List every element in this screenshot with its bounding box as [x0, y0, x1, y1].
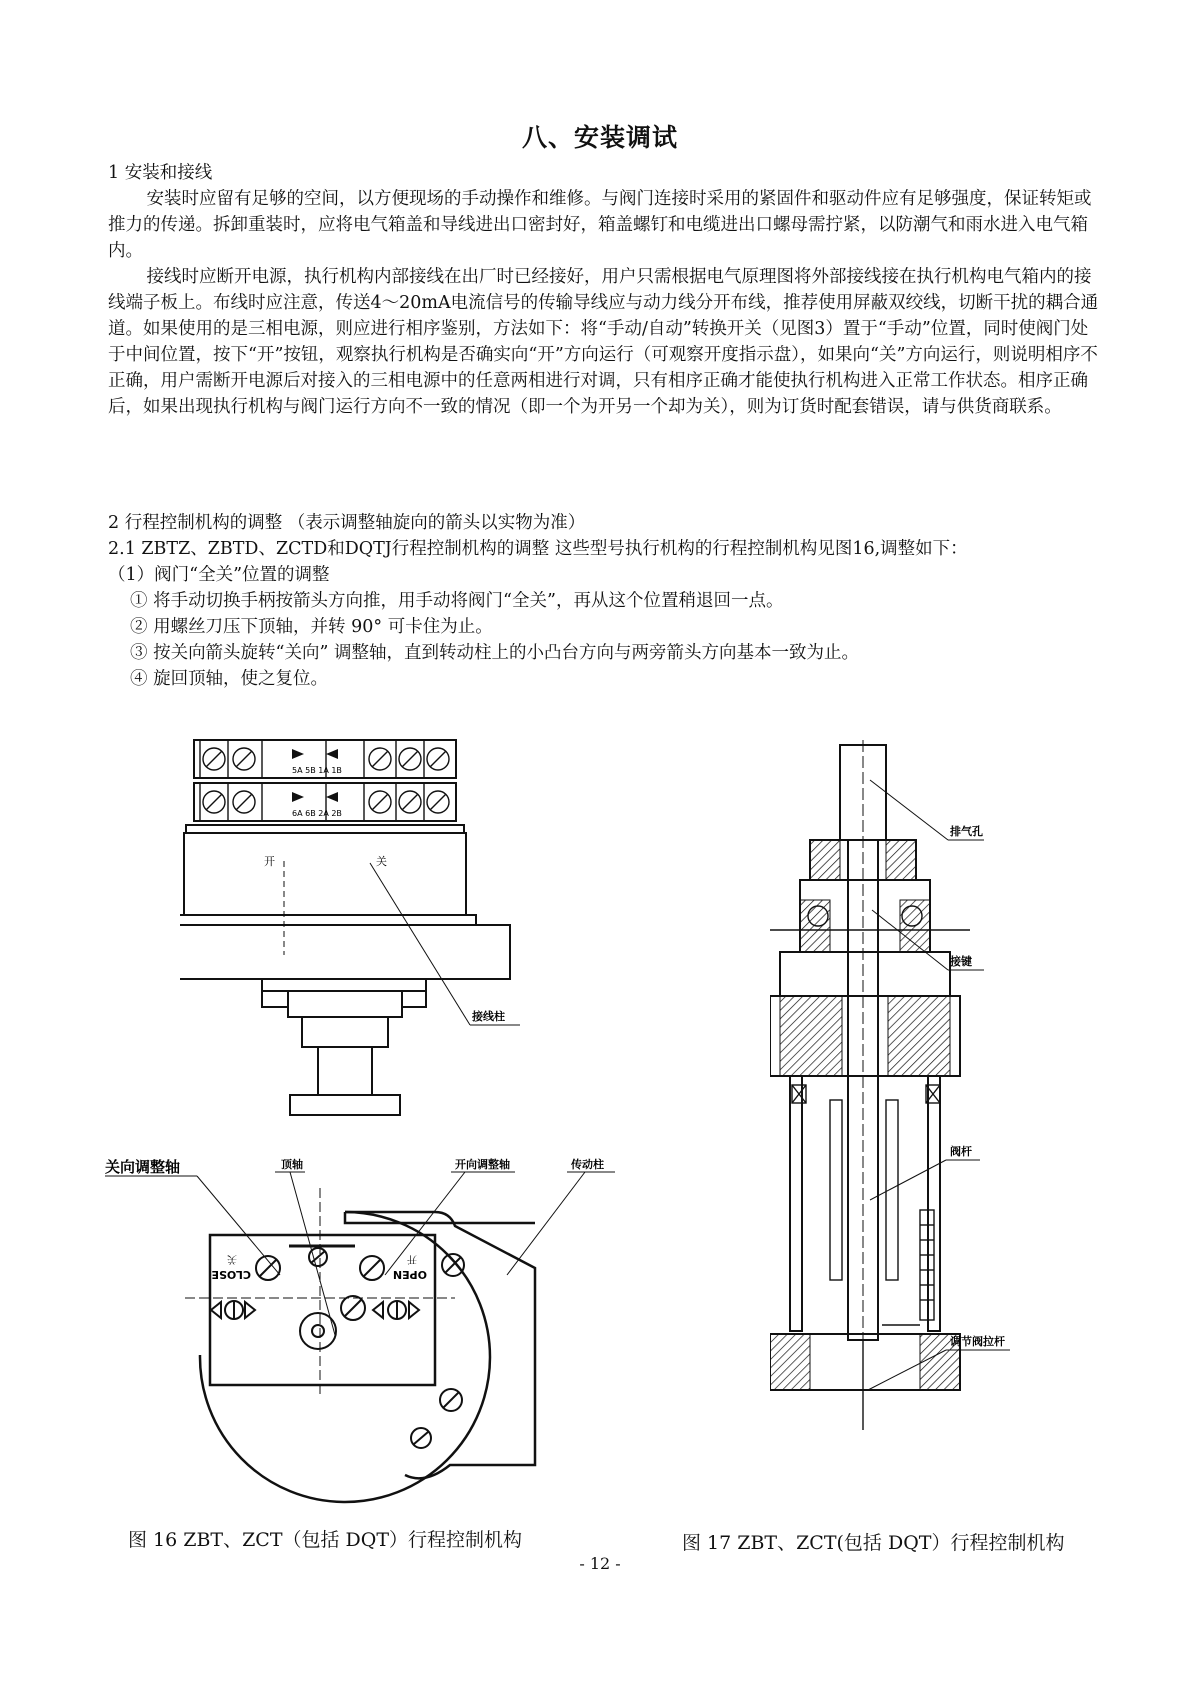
- key-label: 接键: [950, 955, 972, 968]
- section2-heading: 2 行程控制机构的调整 （表示调整轴旋向的箭头以实物为准）: [108, 513, 586, 533]
- close-mark-label: 关: [376, 855, 387, 868]
- open-dial-cn: 开: [407, 1253, 417, 1264]
- top-shaft-label: 顶轴: [281, 1158, 303, 1171]
- section-installation: [108, 160, 1100, 420]
- terminal-post-label: 接线柱: [472, 1010, 505, 1023]
- vent-hole-label: 排气孔: [950, 825, 983, 838]
- page-number: - 12 -: [579, 1554, 621, 1573]
- step-3: ③ 按关向箭头旋转“关向” 调整轴，直到转动柱上的小凸台方向与两旁箭头方向基本一致为止。: [130, 643, 860, 663]
- section1-heading: 1 安装和接线: [108, 163, 213, 183]
- step-2: ② 用螺丝刀压下顶轴，并转 90° 可卡住为止。: [130, 617, 493, 637]
- figure16-terminal-box-drawing: [180, 735, 610, 1125]
- adjust-rod-label: 调节阀拉杆: [950, 1335, 1005, 1348]
- close-dial-cn: 关: [227, 1253, 237, 1264]
- close-position-heading: （1）阀门“全关”位置的调整: [108, 565, 330, 585]
- section1-paragraph-1: 安装时应留有足够的空间，以方便现场的手动操作和维修。与阀门连接时采用的紧固件和驱动件应有足够强度，保证转矩或推力的传递。拆卸重装时，应将电气箱盖和导线进出口密封好，箱盖螺钉和电缆进出口螺母需拧紧，以防潮气和雨水进入电气箱内。: [108, 189, 1092, 261]
- close-dial-text: CLOSE: [211, 1268, 251, 1281]
- drive-post-label: 传动柱: [571, 1158, 604, 1171]
- section1-paragraph-2: 接线时应断开电源，执行机构内部接线在出厂时已经接好，用户只需根据电气原理图将外部接线接在执行机构电气箱内的接线端子板上。布线时应注意，传送4～20mA电流信号的传输导线应与动力线分开布线，推荐使用屏蔽双绞线，切断干扰的耦合通道。如果使用的是三相电源，则应进行相序鉴别，方法如下：将“手动/自动”转换开关（见图3）置于“手动”位置，同时使阀门处于中间位置，按下“开”按钮，观察执行机构是否确实向“开”方向运行（可观察开度指示盘），如果向“关”方向运行，则说明相序不正确，用户需断开电源后对接入的三相电源中的任意两相进行对调，只有相序正确才能使执行机构进入正常工作状态。相序正确后，如果出现执行机构与阀门运行方向不一致的情况（即一个为开另一个却为关），则为订货时配套错误，请与供货商联系。: [108, 267, 1099, 417]
- open-mark-label: 开: [264, 855, 275, 868]
- figure17-actuator-section-drawing: [770, 740, 1110, 1470]
- close-adjust-shaft-label: 关向调整轴: [105, 1158, 181, 1176]
- open-adjust-shaft-label: 开向调整轴: [455, 1158, 510, 1171]
- figure16-travel-control-drawing: [105, 1150, 655, 1510]
- terminal-labels-row1: 5A 5B 1A 1B: [292, 766, 342, 775]
- open-dial-text: OPEN: [392, 1268, 427, 1281]
- section-travel-control: [108, 510, 1100, 692]
- terminal-labels-row2: 6A 6B 2A 2B: [292, 809, 342, 818]
- page-title: 八、安装调试: [521, 123, 678, 152]
- step-4: ④ 旋回顶轴，使之复位。: [130, 669, 329, 689]
- valve-stem-label: 阀杆: [950, 1145, 972, 1158]
- figure16-caption: 图 16 ZBT、ZCT（包括 DQT）行程控制机构: [128, 1529, 523, 1551]
- figure17-caption: 图 17 ZBT、ZCT(包括 DQT）行程控制机构: [682, 1532, 1065, 1554]
- step-1: ① 将手动切换手柄按箭头方向推，用手动将阀门“全关”，再从这个位置稍退回一点。: [130, 591, 784, 611]
- section2-1-heading: 2.1 ZBTZ、ZBTD、ZCTD和DQTJ行程控制机构的调整 这些型号执行机构的行程控制机构见图16,调整如下：: [108, 539, 968, 559]
